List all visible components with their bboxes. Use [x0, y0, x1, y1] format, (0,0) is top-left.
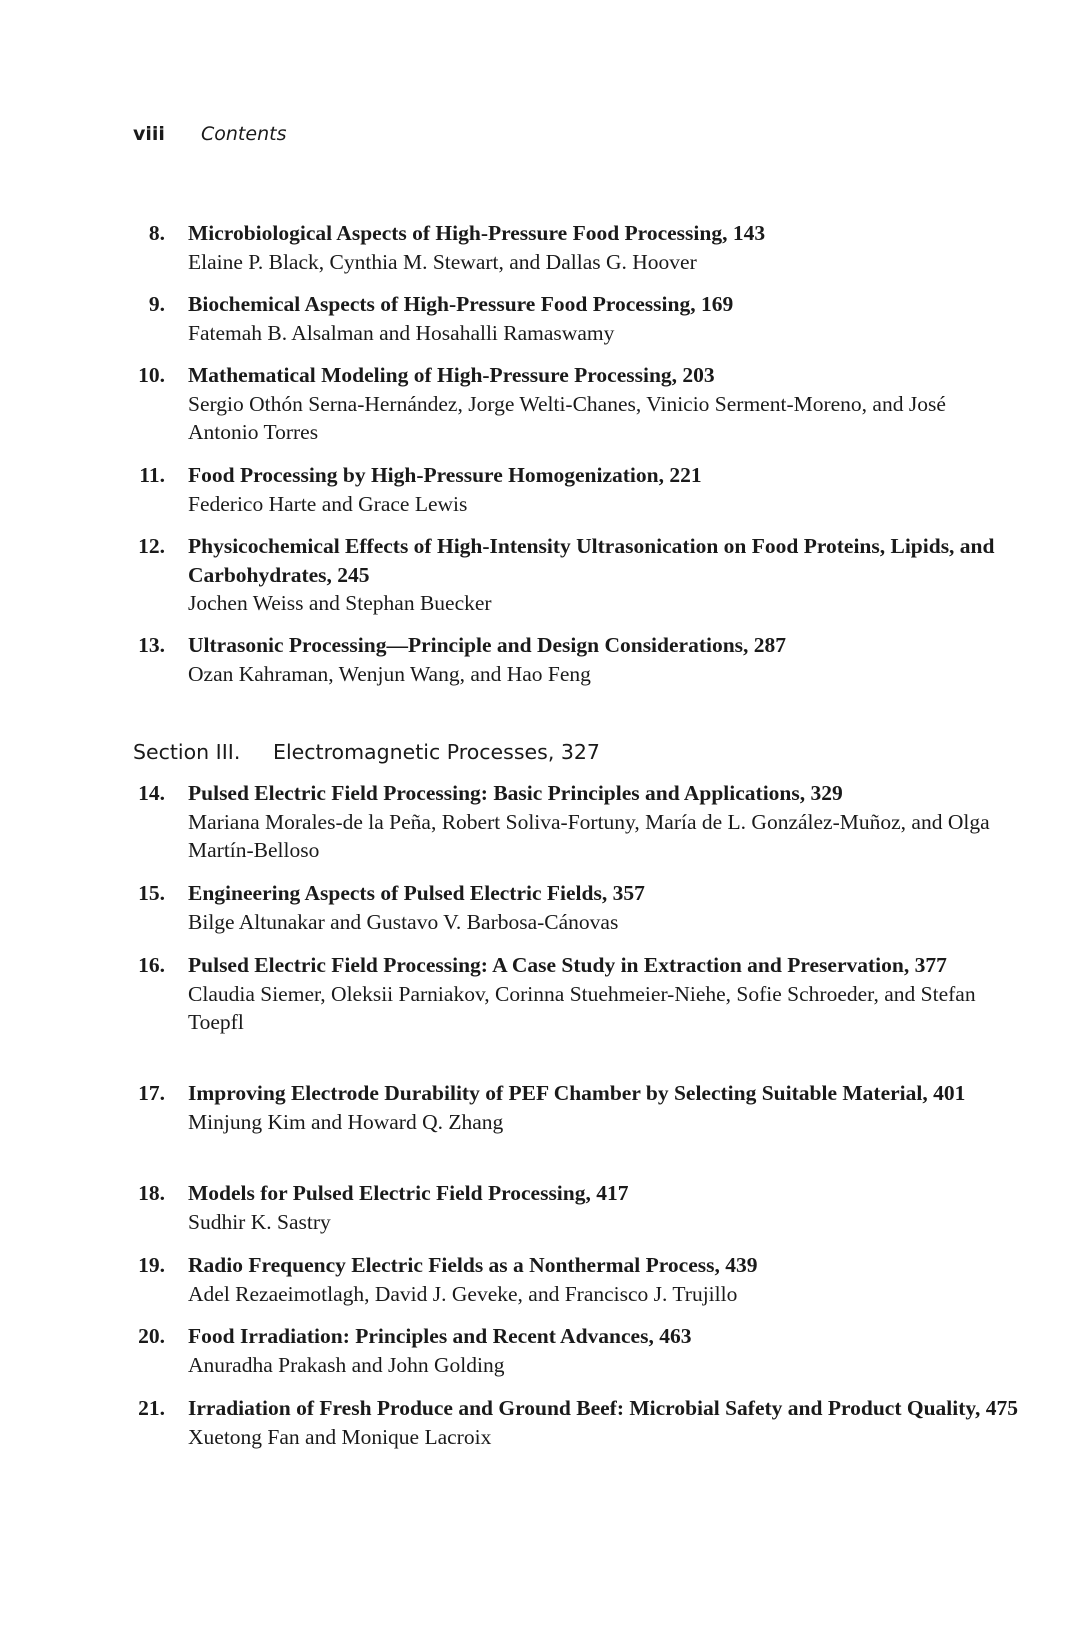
toc-entry-13[interactable]: [120, 631, 1020, 688]
section-title: Electromagnetic Processes, 327: [273, 740, 600, 764]
toc-entry-17[interactable]: [120, 1079, 1020, 1136]
chapter-authors: Fatemah B. Alsalman and Hosahalli Ramaswamy: [188, 320, 615, 345]
toc-entry-9[interactable]: [120, 290, 1020, 347]
chapter-number: 17.: [138, 1081, 165, 1105]
page-number: viii: [133, 123, 165, 145]
chapter-title: Improving Electrode Durability of PEF Chamber by Selecting Suitable Material, 401: [188, 1081, 966, 1105]
chapter-number: 8.: [148, 221, 165, 245]
toc-entry-19[interactable]: [120, 1251, 1020, 1308]
chapter-authors: Federico Harte and Grace Lewis: [188, 491, 468, 516]
chapter-title: Physicochemical Effects of High-Intensity Ultrasonication on Food Proteins, Lipids, and Carbohydrates, 245: [188, 534, 995, 587]
toc-entry-16[interactable]: [120, 951, 1020, 1037]
chapter-title: Pulsed Electric Field Processing: Basic Principles and Applications, 329: [188, 781, 843, 805]
toc-entry-11[interactable]: [120, 461, 1020, 518]
chapter-authors: Minjung Kim and Howard Q. Zhang: [188, 1109, 504, 1134]
section-label: Section III.: [133, 740, 241, 764]
chapter-title: Mathematical Modeling of High-Pressure Processing, 203: [188, 363, 715, 387]
chapter-number: 19.: [138, 1253, 165, 1277]
chapter-authors: Ozan Kahraman, Wenjun Wang, and Hao Feng: [188, 661, 591, 686]
chapter-title: Microbiological Aspects of High-Pressure Food Processing, 143: [188, 221, 766, 245]
chapter-title: Food Processing by High-Pressure Homogenization, 221: [188, 463, 702, 487]
chapter-number: 14.: [138, 781, 165, 805]
chapter-number: 10.: [138, 363, 165, 387]
chapter-authors: Jochen Weiss and Stephan Buecker: [188, 591, 492, 615]
chapter-number: 15.: [138, 881, 165, 905]
chapter-authors: Sudhir K. Sastry: [188, 1209, 331, 1234]
toc-entry-21[interactable]: [120, 1394, 1020, 1451]
toc-entry-8[interactable]: [120, 219, 1020, 276]
chapter-title: Irradiation of Fresh Produce and Ground Beef: Microbial Safety and Product Quality, 475: [188, 1396, 1018, 1420]
toc-entry-18[interactable]: [120, 1179, 1020, 1236]
chapter-authors: Claudia Siemer, Oleksii Parniakov, Corinna Stuehmeier-Niehe, Sofie Schroeder, and Stefan Toepfl: [188, 981, 976, 1034]
chapter-number: 20.: [138, 1324, 165, 1348]
chapter-title: Food Irradiation: Principles and Recent Advances, 463: [188, 1324, 692, 1348]
toc-entry-15[interactable]: [120, 879, 1020, 936]
chapter-authors: Bilge Altunakar and Gustavo V. Barbosa-Cánovas: [188, 909, 619, 934]
chapter-title: Biochemical Aspects of High-Pressure Food Processing, 169: [188, 292, 734, 316]
chapter-title: Pulsed Electric Field Processing: A Case Study in Extraction and Preservation, 377: [188, 953, 947, 977]
toc-entry-20[interactable]: [120, 1322, 1020, 1379]
page-header: [133, 122, 286, 146]
chapter-number: 16.: [138, 953, 165, 977]
chapter-title: Models for Pulsed Electric Field Processing, 417: [188, 1181, 629, 1205]
toc-entry-10[interactable]: [120, 361, 1020, 447]
chapter-number: 9.: [148, 292, 165, 316]
running-title: Contents: [201, 123, 287, 145]
chapter-title: Ultrasonic Processing—Principle and Design Considerations, 287: [188, 633, 787, 657]
toc-entry-12[interactable]: [120, 532, 1020, 618]
chapter-number: 18.: [138, 1181, 165, 1205]
chapter-authors: Adel Rezaeimotlagh, David J. Geveke, and Francisco J. Trujillo: [188, 1281, 738, 1306]
chapter-number: 12.: [138, 534, 165, 558]
chapter-authors: Xuetong Fan and Monique Lacroix: [188, 1424, 492, 1449]
chapter-number: 21.: [138, 1396, 165, 1420]
section-heading[interactable]: [133, 739, 600, 765]
chapter-authors: Anuradha Prakash and John Golding: [188, 1352, 505, 1377]
toc-entry-14[interactable]: [120, 779, 1020, 865]
chapter-authors: Mariana Morales-de la Peña, Robert Soliva-Fortuny, María de L. González-Muñoz, and Olga Martín-Belloso: [188, 809, 990, 862]
chapter-number: 11.: [139, 463, 165, 487]
chapter-authors: Sergio Othón Serna-Hernández, Jorge Welti-Chanes, Vinicio Serment-Moreno, and José Antonio Torres: [188, 391, 946, 444]
chapter-title: Radio Frequency Electric Fields as a Nonthermal Process, 439: [188, 1253, 758, 1277]
chapter-number: 13.: [138, 633, 165, 657]
chapter-authors: Elaine P. Black, Cynthia M. Stewart, and Dallas G. Hoover: [188, 249, 697, 274]
chapter-title: Engineering Aspects of Pulsed Electric Fields, 357: [188, 881, 645, 905]
